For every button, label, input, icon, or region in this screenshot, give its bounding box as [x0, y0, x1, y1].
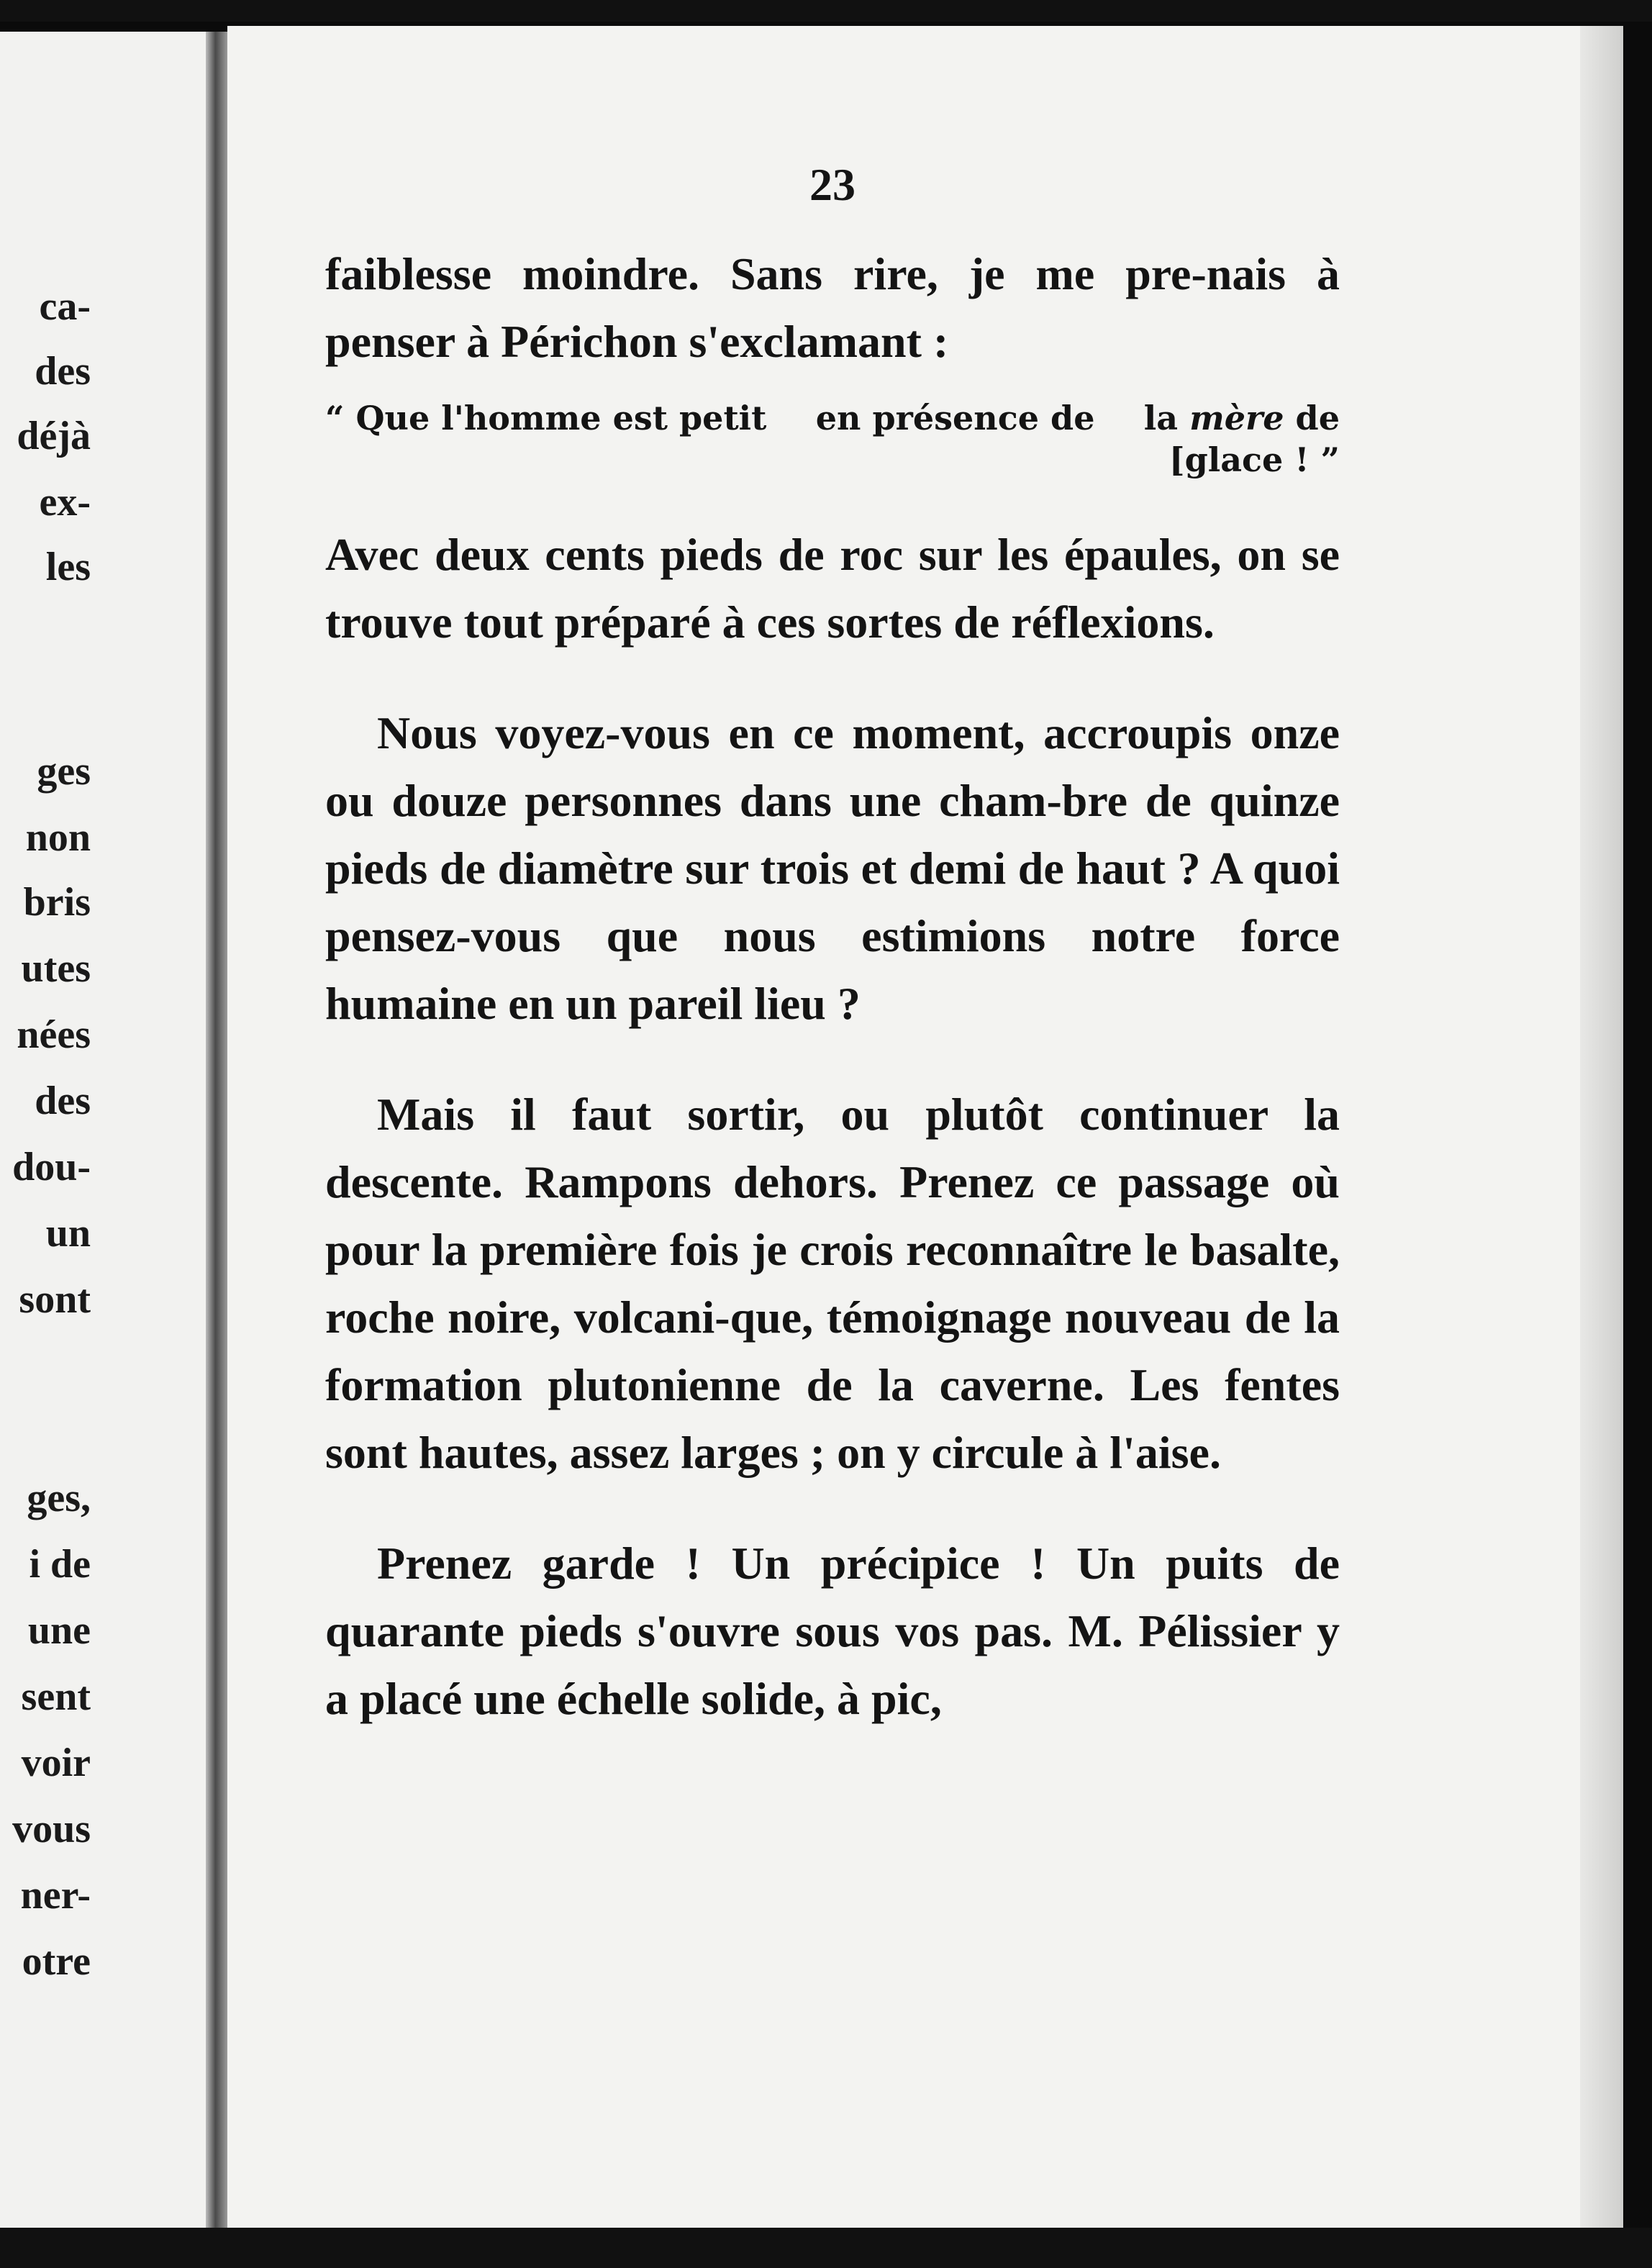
left-page-fragment: sent — [21, 1674, 91, 1719]
left-page-fragment: dou- — [12, 1145, 91, 1189]
page-number: 23 — [809, 159, 856, 210]
left-page-fragment: bris — [23, 880, 91, 925]
left-page-fragment: vous — [12, 1807, 91, 1851]
scan-top-edge — [0, 0, 1652, 22]
page-stack-edge — [1580, 26, 1623, 2228]
left-page-fragment: i de — [29, 1542, 91, 1587]
left-page-fragment: otre — [22, 1939, 91, 1984]
quotation-line — [325, 397, 1340, 439]
quotation-line: [glace ! ” — [1168, 440, 1340, 479]
left-page-edge — [0, 32, 206, 2233]
scan-bottom-edge — [0, 2228, 1652, 2268]
left-page-fragment: ges, — [27, 1476, 91, 1520]
paragraph: Avec deux cents pieds de roc sur les épaules, on se trouve tout préparé à ces sortes de réflexions. — [325, 529, 1340, 648]
page-content — [325, 158, 1340, 1776]
left-page-fragment: voir — [21, 1741, 91, 1785]
paragraph: Mais il faut sortir, ou plutôt continuer la descente. Rampons dehors. Prenez ce passage où pour la première fois je crois reconnaître le basalte, roche noire, volcani-que, témoignage nouveau de la formation plutonienne de la caverne. Les fentes sont hautes, assez larges ; on y circule à l'aise. — [325, 1089, 1340, 1478]
paragraph: Nous voyez-vous en ce moment, accroupis onze ou douze personnes dans une cham-bre de quinze pieds de diamètre sur trois et demi de haut ? A quoi pensez-vous que nous estimions notre force humaine en un pareil lieu ? — [325, 707, 1340, 1029]
left-page-fragment: un — [45, 1211, 91, 1256]
left-page-fragment: les — [45, 545, 91, 589]
paragraph: Prenez garde ! Un précipice ! Un puits de quarante pieds s'ouvre sous vos pas. M. Pélissier y a placé une échelle solide, à pic, — [325, 1538, 1340, 1724]
left-page-fragment: utes — [21, 946, 91, 991]
left-page-fragment: ner- — [20, 1873, 91, 1918]
paragraph: faiblesse moindre. Sans rire, je me pre-nais à penser à Périchon s'exclamant : — [325, 248, 1340, 367]
quotation-italic: mère — [1189, 399, 1284, 437]
quotation-fragment: la mère de — [1143, 399, 1340, 437]
left-page-fragment: des — [35, 349, 91, 394]
left-page-fragment: une — [27, 1608, 91, 1653]
left-page-fragment: des — [35, 1079, 91, 1123]
left-page-fragment: ca- — [39, 284, 91, 329]
quotation-fragment: “ Que l'homme est petit — [325, 399, 767, 437]
left-page-fragment: ges — [37, 749, 91, 794]
quotation — [325, 397, 1340, 481]
left-page-fragment: ex- — [39, 480, 91, 525]
quotation-fragment: en présence de — [815, 399, 1095, 437]
left-page-fragment: non — [25, 815, 91, 860]
left-page-fragment: nées — [17, 1012, 91, 1057]
left-page-fragment: déjà — [17, 414, 91, 458]
left-page-fragment: sont — [19, 1277, 91, 1322]
book-gutter — [206, 32, 227, 2233]
